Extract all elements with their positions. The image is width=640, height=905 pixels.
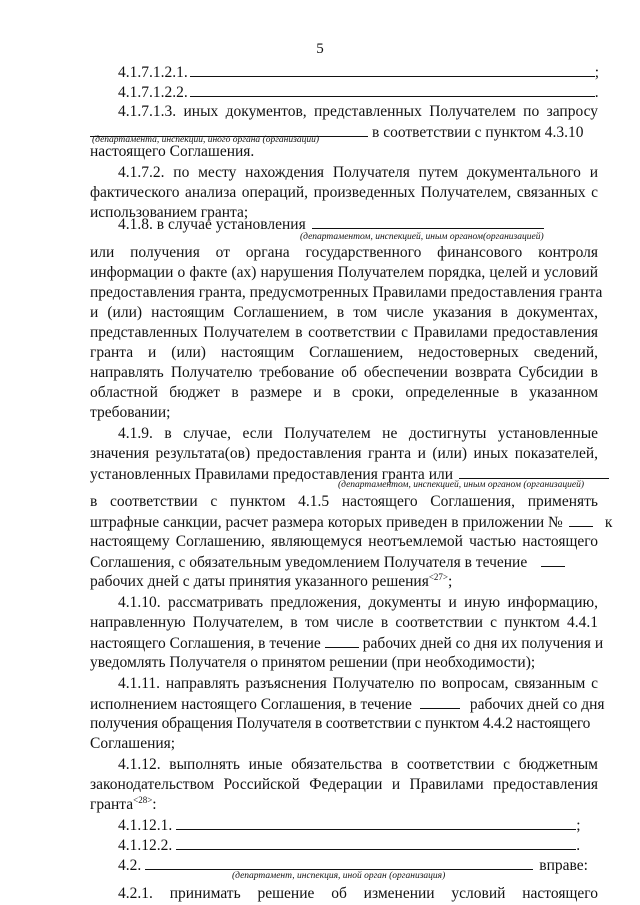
text-line: 4.2.1. принимать решение об изменении условий настоящего [118,885,598,902]
text-line: Соглашения; [90,735,176,752]
line-text: рабочих дней со дня [469,696,605,713]
blank-line [176,815,576,830]
text-line: 4.1.7.2. по месту нахождения Получателя путем документального и [118,164,598,181]
line-text: штрафные санкции, расчет размера которых приведен в приложении № [90,514,563,531]
blank-line [312,214,544,229]
text-line [90,512,613,533]
punct: . [576,837,581,854]
text-line [118,835,598,856]
text-line: 4.1.10. рассматривать предложения, документы и иную информацию, [118,594,598,611]
line-text: рабочих дней со дня их получения и [362,635,604,652]
text-line [90,572,598,592]
text-line [90,552,598,573]
text-line: областной бюджет в размере и в сроки, определенные в указанном [90,384,598,401]
text-line: 4.1.7.1.3. иных документов, представленных Получателем по запросу [118,103,598,120]
field-caption: (департаментом, инспекцией, иным органом (организацией) [338,480,585,490]
line-text: Соглашения, с обязательным уведомлением Получателя в течение [90,554,528,571]
line-text: установленных Правилами предоставления гранта или [90,466,454,483]
text-line: 4.1.12. выполнять иные обязательства в соответствии с бюджетным [118,756,598,773]
punct: ; [448,573,453,590]
text-line: 4.1.9. в случае, если Получателем не достигнуты установленные [118,425,598,442]
text-line [118,815,598,836]
blank-line [145,855,533,870]
line-text: гранта [90,796,134,813]
text-line: предоставления гранта, предусмотренных Правилами предоставления гранта [90,284,603,301]
text-line: использованием гранта; [90,204,249,221]
text-line: и (или) настоящим Соглашением, в том числе указания в документах, [90,304,598,321]
text-line: направлять Получателю требование об обеспечении возврата Субсидии в [90,364,598,381]
punct: ; [594,64,600,81]
blank-line [190,82,595,97]
text-line [90,633,604,654]
text-line: гранта и (или) настоящим Соглашением, недостоверных сведений, [90,344,598,361]
line-text: в соответствии с пунктом 4.3.10 [372,124,584,141]
clause-number: 4.1.12.2. [118,837,173,854]
field-caption: (департамента, инспекции, иного органа (организации) [92,135,320,145]
text-line [118,82,598,103]
blank-line [190,62,595,77]
blank-line [420,694,460,709]
line-text: 4.1.8. в случае установления [118,216,306,233]
line-text: рабочих дней с даты принятия указанного решения [90,573,429,590]
page-number: 5 [316,41,324,57]
text-line: уведомлять Получателя о принятом решении (при необходимости); [90,654,536,671]
line-text: исполнением настоящего Соглашения, в течение [90,696,412,713]
line-text: вправе: [539,857,588,874]
clause-number: 4.2. [118,857,142,874]
clause-number: 4.1.7.1.2.1. [118,64,188,81]
field-caption: (департаментом, инспекцией, иным органом(организацией) [300,232,544,242]
blank-line [459,464,609,479]
clause-number: 4.1.12.1. [118,817,173,834]
text-line [90,694,605,715]
text-line: фактического анализа операций, произведенных Получателем, связанных с [90,184,598,201]
text-line: настоящему Соглашению, являющемуся неотъемлемой частью настоящего [90,533,598,550]
text-line: законодательством Российской Федерации и Правилами предоставления [90,776,598,793]
text-line: получения обращения Получателя в соответствии с пунктом 4.4.2 настоящего [90,715,591,732]
text-line: информации о факте (ах) нарушения Получателем порядка, целей и условий [90,264,598,281]
blank-line [176,835,576,850]
text-line: в соответствии с пунктом 4.1.5 настоящего Соглашения, применять [90,493,598,510]
blank-line [325,633,359,648]
footnote-ref: <28> [133,794,153,805]
text-line: 4.1.11. направлять разъяснения Получателю по вопросам, связанным с [118,675,598,692]
text-line: представленных Получателем в соответствии с Правилами предоставления [90,324,598,341]
text-line [90,795,598,815]
footnote-ref: <27> [428,571,449,582]
line-text: настоящего Соглашения, в течение [90,635,321,652]
punct: . [594,84,599,101]
text-line: направленную Получателем, в том числе в соответствии с пунктом 4.4.1 [90,614,598,631]
line-text: к [604,514,613,531]
text-line: настоящего Соглашения. [90,143,255,160]
punct: ; [576,817,581,834]
text-line: требовании; [90,404,171,421]
blank-line [541,552,565,567]
text-line: значения результата(ов) предоставления гранта и (или) иных показателей, [90,445,598,462]
punct: : [152,796,157,813]
text-line [118,62,598,83]
text-line: или получения от органа государственного финансового контроля [90,244,598,261]
clause-number: 4.1.7.1.2.2. [118,84,188,101]
blank-line [569,512,593,527]
field-caption: (департамент, инспекция, иной орган (организация) [232,871,446,881]
